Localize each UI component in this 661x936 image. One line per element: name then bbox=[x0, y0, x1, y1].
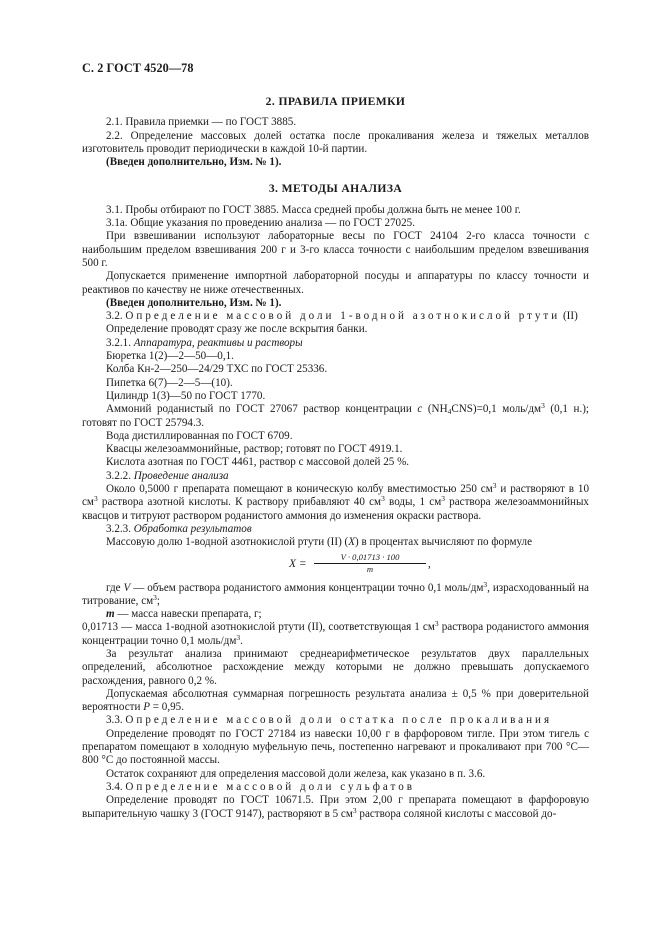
legend-m: m — масса навески препарата, г; bbox=[106, 608, 262, 621]
amendment-note: (Введен дополнительно, Изм. № 1). bbox=[106, 156, 282, 169]
formula-denominator: m bbox=[366, 563, 374, 574]
paragraph-result: За результат анализа принимают среднеарифметическое результатов двух параллельных определений, абсолютное расхождение между которыми не должно превышать допускаемого расхождения, равного 0,2 %. bbox=[82, 647, 589, 687]
formula-numerator: V · 0,01713 · 100 bbox=[314, 552, 426, 564]
paragraph-3-1a: 3.1а. Общие указания по проведению анализа — по ГОСТ 27025. bbox=[106, 217, 415, 230]
subsection-title: Обработка результатов bbox=[133, 522, 252, 535]
paragraph-3-1: 3.1. Пробы отбирают по ГОСТ 3885. Масса средней пробы должна быть не менее 100 г. bbox=[106, 203, 521, 216]
paragraph-3-2-1: 3.2.1. Аппаратура, реактивы и растворы bbox=[106, 336, 303, 349]
paragraph-ignition: Определение проводят по ГОСТ 27184 из навески 10,00 г в фарфоровом тигле. При этом тигель с препаратом помещают в холодную муфельную печь, постепенно нагревают и прокаливают при 700 °С—800 °С до постоянной массы. bbox=[82, 727, 589, 767]
paragraph-3-4: 3.4. Определение массовой доли сульфатов bbox=[106, 780, 416, 793]
page-header: С. 2 ГОСТ 4520—78 bbox=[82, 61, 194, 75]
paragraph-weighing: При взвешивании используют лабораторные весы по ГОСТ 24104 2-го класса точности с наибольшим пределом взвешивания 200 г и 3-го класса точности с наибольшим пределом взвешивания 500 г. bbox=[82, 230, 589, 269]
list-item: Цилиндр 1(3)—50 по ГОСТ 1770. bbox=[106, 389, 266, 402]
list-item: Пипетка 6(7)—2—5—(10). bbox=[106, 376, 233, 389]
formula-lhs: X = bbox=[289, 557, 307, 570]
paragraph-3-2-3: 3.2.3. Обработка результатов bbox=[106, 522, 252, 535]
paragraph-import: Допускается применение импортной лабораторной посуды и аппаратуры по классу точности и реактивов по качеству не ниже отечественных. bbox=[82, 270, 589, 296]
formula-fraction bbox=[314, 552, 426, 575]
subsection-title: Проведение анализа bbox=[133, 469, 229, 482]
formula: X = $\frac{V \cdot 0,01713 \cdot 100}{m}$ , bbox=[289, 551, 431, 574]
section-3-heading: 3. МЕТОДЫ АНАЛИЗА bbox=[268, 182, 403, 196]
paragraph-sulfates: Определение проводят по ГОСТ 10671.5. При этом 2,00 г препарата помещают в фарфоровую выпарительную чашку 3 (ГОСТ 9147), растворяют в 5 $см^3$ раствора соляной кислоты с массовой до- bbox=[82, 794, 589, 820]
list-item: Вода дистиллированная по ГОСТ 6709. bbox=[106, 429, 293, 442]
legend-constant: 0,01713 — масса 1-водной азотнокислой ртути (II), соответствующая 1 $см^3$ раствора роданистого аммония концентрации точно 0,1 моль/$дм^3$. bbox=[82, 619, 589, 647]
list-item: Кислота азотная по ГОСТ 4461, раствор с массовой долей 25 %. bbox=[106, 456, 410, 469]
list-item: Квасцы железоаммонийные, раствор; готовят по ГОСТ 4919.1. bbox=[106, 443, 403, 456]
paragraph-3-2: 3.2. Определение массовой доли 1-водной азотнокислой ртути (II) bbox=[106, 310, 578, 323]
list-item: Колба Кн-2—250—24/29 ТХС по ГОСТ 25336. bbox=[106, 363, 328, 376]
list-item-rhodanide: Аммоний роданистый по ГОСТ 27067 раствор концентрации c $(NH_4CNS)=0,1$ моль/$дм^3$ (0,1 н.); готовят по ГОСТ 25794.3. bbox=[82, 401, 590, 429]
section-2-heading: 2. ПРАВИЛА ПРИЕМКИ bbox=[265, 95, 406, 108]
list-item: Бюретка 1(2)—2—50—0,1. bbox=[106, 350, 234, 363]
page-content bbox=[82, 90, 589, 821]
section-title-spaced: Определение массовой доли сульфатов bbox=[125, 780, 416, 793]
paragraph-3-2-text: Определение проводят сразу же после вскрытия банки. bbox=[106, 323, 368, 336]
paragraph-2-2: 2.2. Определение массовых долей остатка после прокаливания железа и тяжелых металлов изготовитель проводит периодически в каждой 10-й партии. bbox=[82, 129, 589, 155]
paragraph-calculation: Массовую долю 1-водной азотнокислой ртути (II) (X) в процентах вычисляют по формуле bbox=[106, 536, 532, 549]
paragraph-3-3: 3.3. Определение массовой доли остатка после прокаливания bbox=[106, 714, 553, 727]
section-title-spaced: Определение массовой доли 1-водной азотнокислой ртути bbox=[125, 310, 561, 323]
amendment-note: (Введен дополнительно, Изм. № 1). bbox=[106, 296, 282, 309]
paragraph-2-1: 2.1. Правила приемки — по ГОСТ 3885. bbox=[106, 116, 297, 129]
subsection-title: Аппаратура, реактивы и растворы bbox=[133, 336, 303, 349]
paragraph-error: Допускаемая абсолютная суммарная погрешность результата анализа ± 0,5 % при доверительной вероятности P = 0,95. bbox=[82, 687, 589, 714]
section-title-spaced: Определение массовой доли остатка после прокаливания bbox=[125, 714, 553, 727]
legend-v: где V — объем раствора роданистого аммония концентрации точно 0,1 моль/$дм^3$, израсходованный на титрование, $см^3$; bbox=[82, 579, 589, 607]
paragraph-residue: Остаток сохраняют для определения массовой доли железа, как указано в п. 3.6. bbox=[106, 767, 486, 780]
paragraph-3-2-2: 3.2.2. Проведение анализа bbox=[106, 469, 229, 482]
paragraph-analysis: Около 0,5000 г препарата помещают в коническую колбу вместимостью 250 $см^3$ и растворяют в 10 $см^3$ раствора азотной кислоты. К раствору прибавляют 40 $см^3$ воды, 1 $см^3$ раствора железоаммонийных квасцов и титруют раствором роданистого аммония до изменения окраски раствора. bbox=[82, 481, 589, 522]
